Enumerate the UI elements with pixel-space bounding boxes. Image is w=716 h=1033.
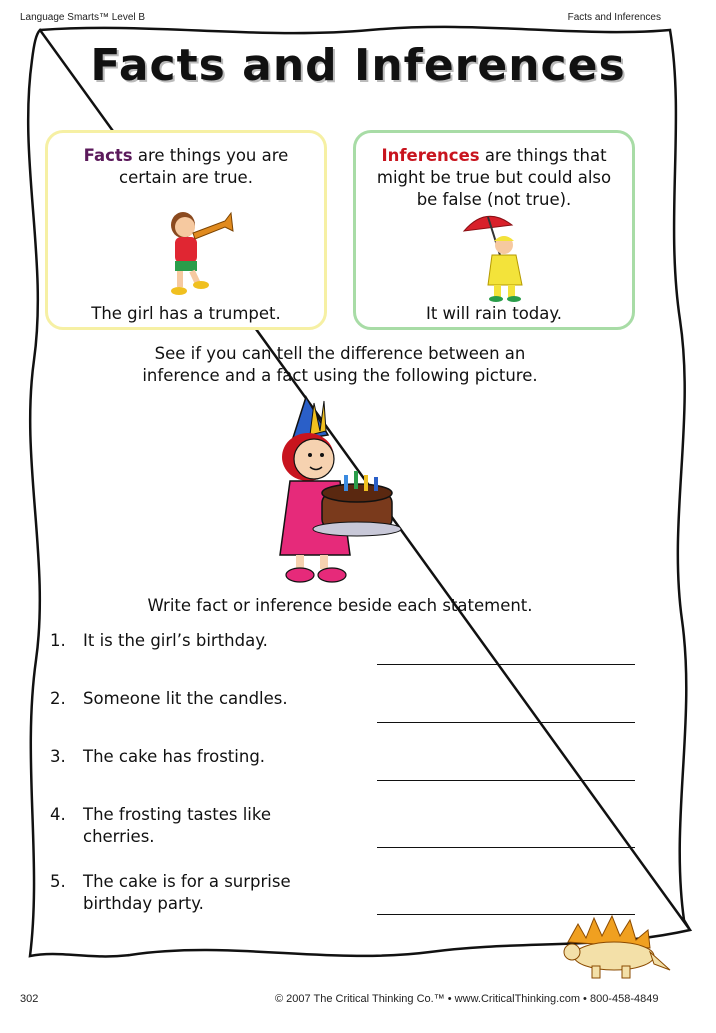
answer-line-3[interactable] — [377, 780, 635, 781]
facts-example: The girl has a trumpet. — [91, 304, 281, 323]
facts-keyword: Facts — [83, 146, 133, 165]
inferences-keyword: Inferences — [381, 146, 480, 165]
instructions-line-1: See if you can tell the difference between an — [154, 344, 526, 363]
topic-label: Facts and Inferences — [567, 12, 661, 23]
facts-definition-box — [45, 130, 327, 330]
question-line: cherries. — [83, 827, 155, 846]
question-line: It is the girl’s birthday. — [83, 631, 268, 650]
series-label: Language Smarts™ Level B — [20, 12, 146, 23]
page-number: 302 — [20, 993, 39, 1005]
copyright-notice: © 2007 The Critical Thinking Co.™ • www.CriticalThinking.com • 800-458-4849 — [275, 993, 659, 1005]
answer-line-2[interactable] — [377, 722, 635, 723]
instructions-line-2: inference and a fact using the following picture. — [142, 366, 538, 385]
question-number: 3. — [50, 747, 66, 766]
question-text — [83, 804, 343, 848]
question-text — [83, 746, 343, 768]
question-number: 4. — [50, 805, 66, 824]
question-text — [83, 630, 343, 652]
facts-definition-text: are things you are certain are true. — [119, 146, 289, 187]
birthday-girl-with-cake-illustration — [270, 395, 410, 590]
inferences-example: It will rain today. — [425, 304, 563, 323]
child-with-umbrella-illustration — [456, 205, 546, 305]
page-title: Facts and Inferences — [90, 40, 626, 91]
inferences-definition — [364, 145, 624, 211]
question-line: The frosting tastes like — [83, 805, 272, 824]
question-line: The cake has frosting. — [83, 747, 266, 766]
question-line: Someone lit the candles. — [83, 689, 288, 708]
inferences-definition-text: are things that might be true but could also be false (not true). — [376, 146, 612, 209]
question-text — [83, 871, 343, 915]
facts-definition — [56, 145, 316, 189]
question-line: The cake is for a surprise — [83, 872, 291, 891]
question-line: birthday party. — [83, 894, 204, 913]
inferences-definition-box — [353, 130, 635, 330]
write-prompt: Write fact or inference beside each statement. — [147, 596, 533, 615]
answer-line-1[interactable] — [377, 664, 635, 665]
girl-with-trumpet-illustration — [153, 203, 243, 303]
dinosaur-mascot-illustration — [558, 912, 673, 982]
answer-line-4[interactable] — [377, 847, 635, 848]
question-number: 1. — [50, 631, 66, 650]
question-number: 5. — [50, 872, 66, 891]
question-number: 2. — [50, 689, 66, 708]
question-text — [83, 688, 343, 710]
